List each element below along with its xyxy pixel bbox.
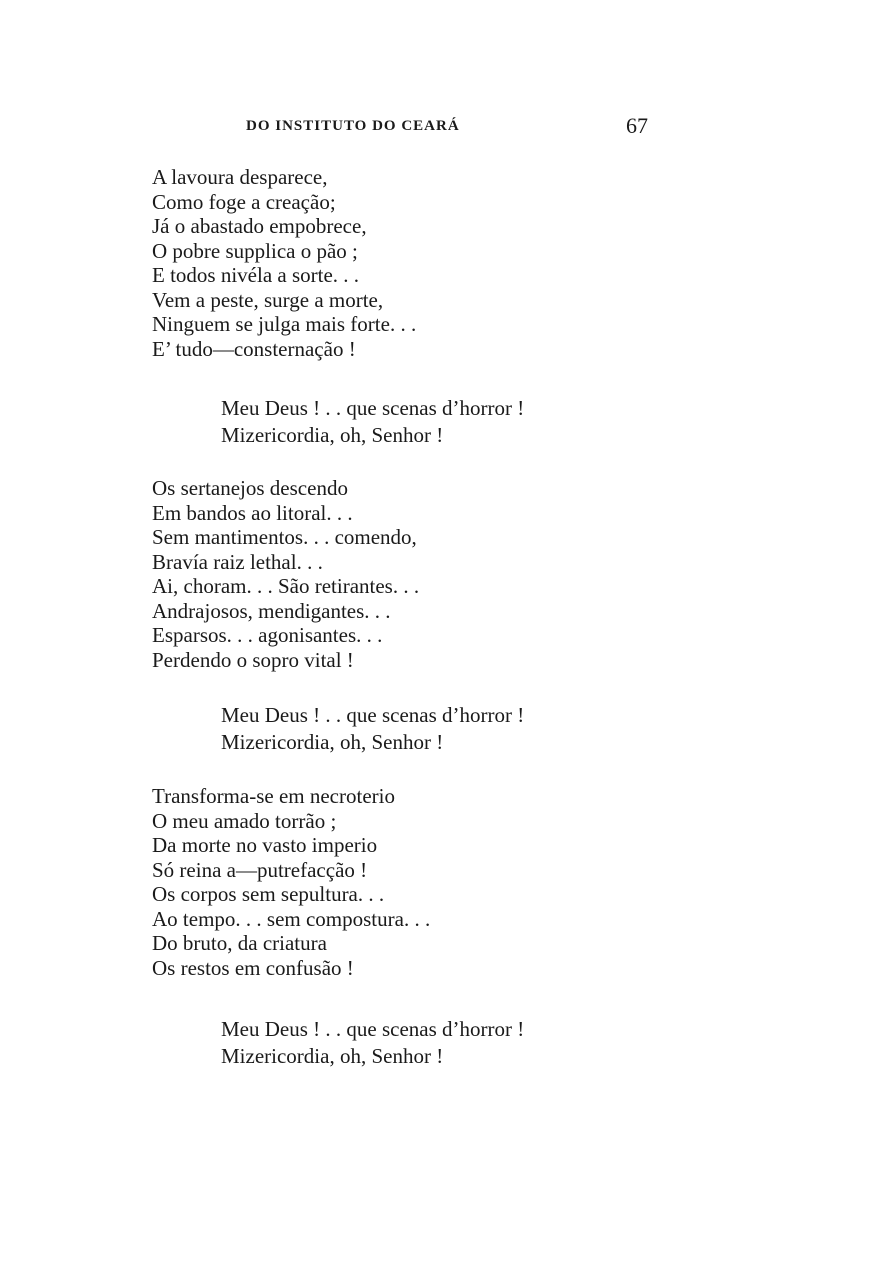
refrain-2	[221, 702, 524, 756]
stanza-3	[152, 784, 430, 980]
verse-line: Do bruto, da criatura	[152, 931, 327, 955]
verse-line: Perdendo o sopro vital !	[152, 647, 354, 672]
refrain-1	[221, 395, 524, 449]
page-number: 67	[626, 113, 648, 138]
verse-line: O meu amado torrão ;	[152, 808, 337, 833]
refrain-line: Mizericordia, oh, Senhor !	[221, 1044, 444, 1068]
verse-line: Os sertanejos descendo	[152, 476, 348, 500]
refrain-line: Meu Deus ! . . que scenas d’horror !	[221, 703, 525, 727]
verse-line: E todos nivéla a sorte. . .	[152, 263, 360, 287]
verse-line: O pobre supplica o pão ;	[152, 238, 358, 263]
verse-line: Sem mantimentos. . . comendo,	[152, 525, 417, 549]
stanza-2	[152, 476, 419, 672]
running-head: DO INSTITUTO DO CEARÁ	[246, 118, 460, 134]
refrain-line: Meu Deus ! . . que scenas d’horror !	[221, 396, 525, 420]
verse-line: Da morte no vasto imperio	[152, 833, 378, 857]
refrain-line: Mizericordia, oh, Senhor !	[221, 423, 444, 447]
verse-line: Andrajosos, mendigantes. . .	[152, 598, 391, 623]
verse-line: Ao tempo. . . sem compostura. . .	[152, 906, 431, 931]
verse-line: A lavoura desparece,	[152, 165, 328, 189]
refrain-line: Meu Deus ! . . que scenas d’horror !	[221, 1017, 525, 1041]
verse-line: Os corpos sem sepultura. . .	[152, 882, 385, 906]
verse-line: Bravía raiz lethal. . .	[152, 549, 323, 574]
verse-line: Transforma-se em necroterio	[152, 784, 395, 808]
stanza-1	[152, 165, 416, 361]
verse-line: Em bandos ao litoral. . .	[152, 500, 353, 525]
verse-line: Já o abastado empobrece,	[152, 214, 367, 238]
verse-line: E’ tudo—consternação !	[152, 336, 356, 361]
verse-line: Só reina a—putrefacção !	[152, 857, 368, 882]
verse-line: Como foge a creação;	[152, 189, 336, 214]
verse-line: Ninguem se julga mais forte. . .	[152, 312, 417, 336]
verse-line: Ai, choram. . . São retirantes. . .	[152, 574, 420, 598]
refrain-3	[221, 1016, 524, 1070]
verse-line: Esparsos. . . agonisantes. . .	[152, 623, 383, 647]
verse-line: Os restos em confusão !	[152, 955, 354, 980]
refrain-line: Mizericordia, oh, Senhor !	[221, 730, 444, 754]
verse-line: Vem a peste, surge a morte,	[152, 287, 384, 312]
